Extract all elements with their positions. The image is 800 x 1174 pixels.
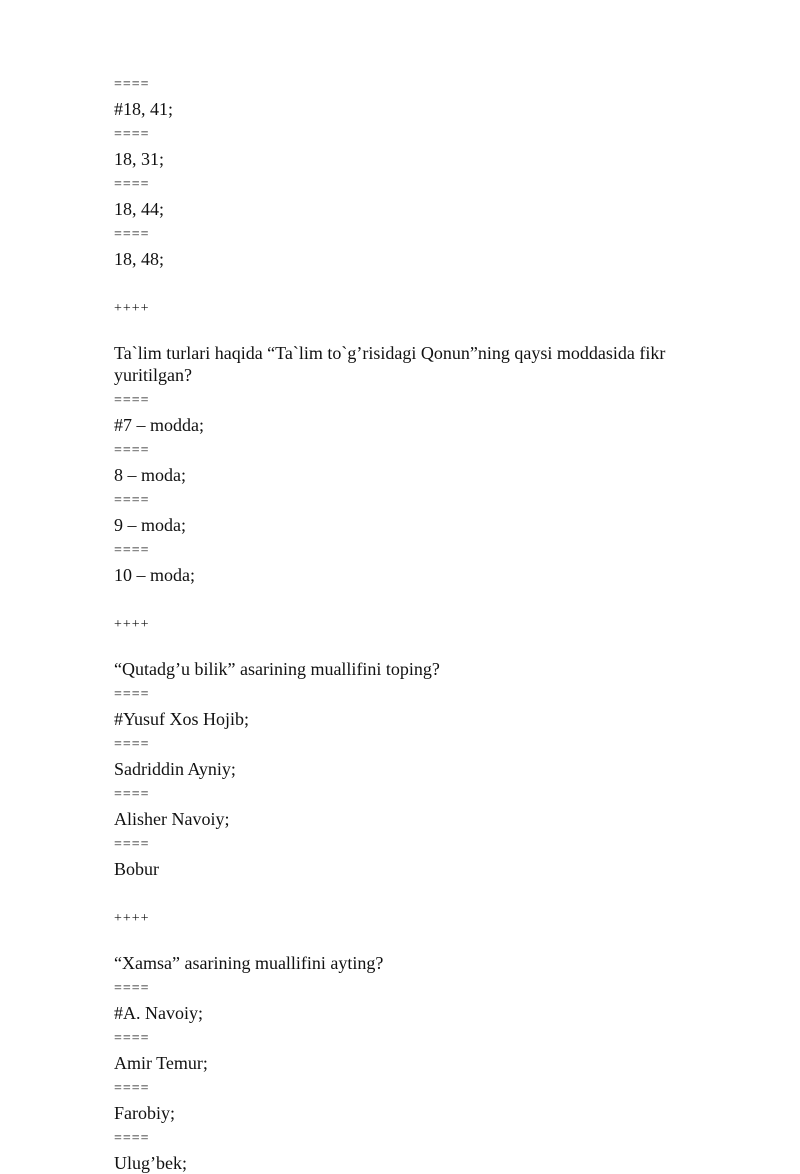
answer-option: Ulug’bek; [114, 1153, 187, 1173]
answer-option: Amir Temur; [114, 1053, 208, 1073]
answer-separator: ==== [114, 543, 150, 558]
answer-separator: ==== [114, 687, 150, 702]
answer-separator: ==== [114, 1081, 150, 1096]
question-block-3 [114, 952, 714, 1174]
answer-option: Bobur [114, 859, 159, 879]
answer-option: 18, 31; [114, 149, 165, 169]
answer-separator: ==== [114, 77, 150, 92]
answer-option: 8 – moda; [114, 465, 186, 485]
answer-option: #7 – modda; [114, 415, 204, 435]
answer-separator: ==== [114, 737, 150, 752]
question-separator: ++++ [114, 617, 150, 632]
question-separator: ++++ [114, 911, 150, 926]
answer-separator: ==== [114, 227, 150, 242]
answer-option: #18, 41; [114, 99, 174, 119]
answer-block-0 [114, 78, 714, 270]
answer-separator: ==== [114, 127, 150, 142]
answer-option: Farobiy; [114, 1103, 175, 1123]
answer-option: #Yusuf Xos Hojib; [114, 709, 250, 729]
question-block-1 [114, 342, 714, 586]
question-text: Ta`lim turlari haqida “Ta`lim to`g’risidagi Qonun”ning qaysi moddasida fikr yuritilgan? [114, 343, 666, 385]
answer-separator: ==== [114, 493, 150, 508]
answer-separator: ==== [114, 1131, 150, 1146]
answer-separator: ==== [114, 177, 150, 192]
answer-separator: ==== [114, 787, 150, 802]
question-text: “Xamsa” asarining muallifini ayting? [114, 953, 384, 973]
answer-separator: ==== [114, 443, 150, 458]
answer-separator: ==== [114, 1031, 150, 1046]
answer-option: 10 – moda; [114, 565, 195, 585]
answer-option: 18, 48; [114, 249, 165, 269]
answer-option: 9 – moda; [114, 515, 186, 535]
document-page [114, 78, 714, 1174]
answer-option: 18, 44; [114, 199, 165, 219]
question-block-2 [114, 658, 714, 880]
answer-separator: ==== [114, 393, 150, 408]
answer-option: Alisher Navoiy; [114, 809, 230, 829]
question-separator: ++++ [114, 301, 150, 316]
answer-option: Sadriddin Ayniy; [114, 759, 236, 779]
answer-separator: ==== [114, 981, 150, 996]
question-text: “Qutadg’u bilik” asarining muallifini toping? [114, 659, 440, 679]
answer-option: #A. Navoiy; [114, 1003, 203, 1023]
answer-separator: ==== [114, 837, 150, 852]
